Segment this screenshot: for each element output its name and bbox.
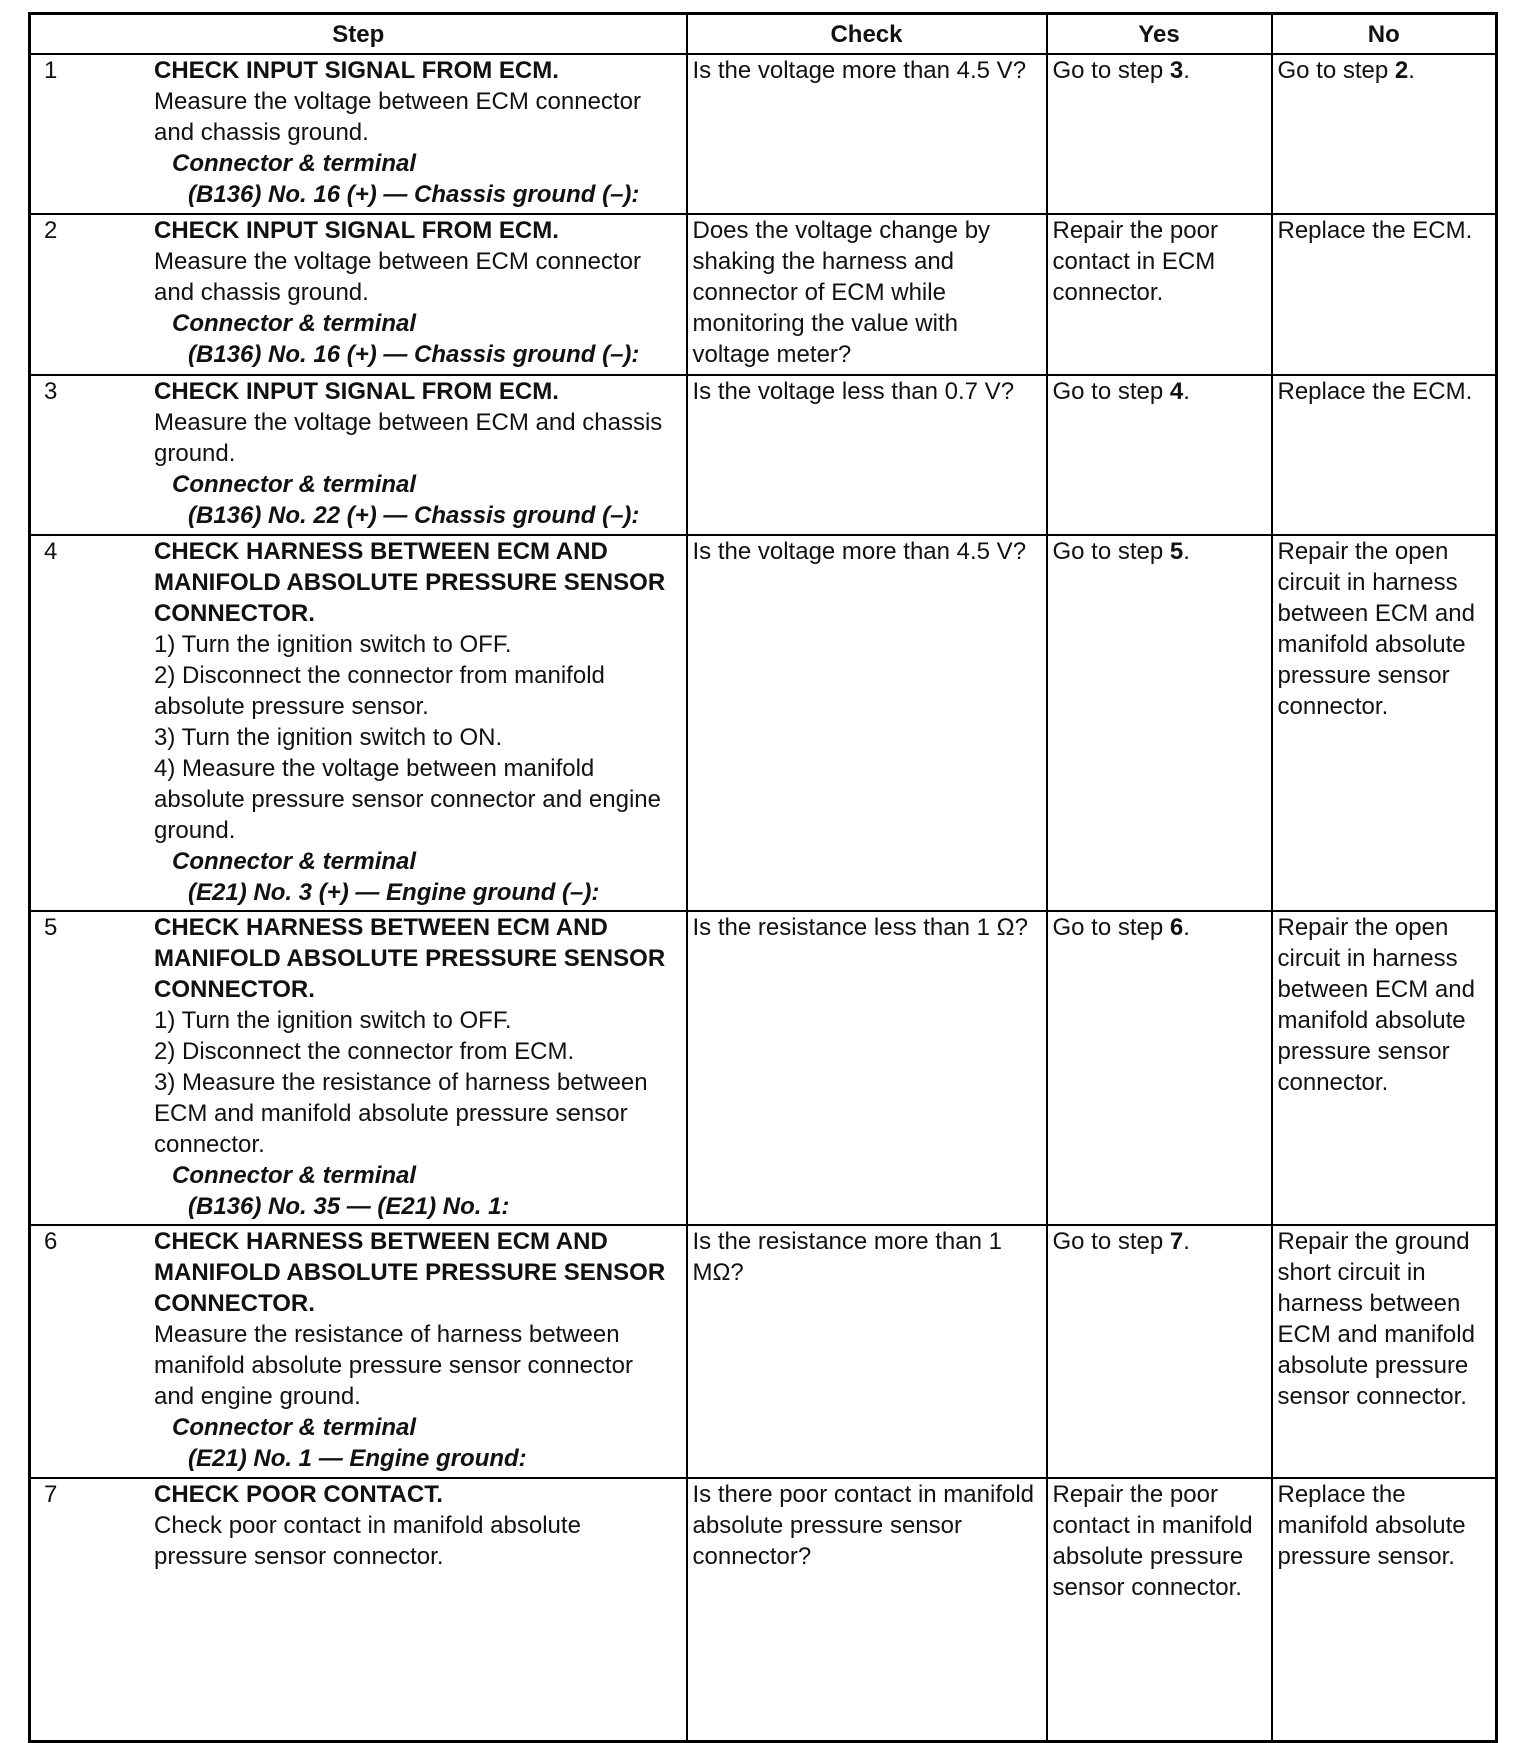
step-title: CHECK HARNESS BETWEEN ECM AND MANIFOLD ABSOLUTE PRESSURE SENSOR CONNECTOR. [154,538,666,627]
yes-text: Go to step [1052,57,1170,84]
yes-cell [1047,375,1272,535]
no-cell [1272,1478,1497,1741]
header-no: No [1272,14,1497,55]
connector-terminal-label: Connector & terminal [172,1162,417,1189]
step-title: CHECK INPUT SIGNAL FROM ECM. [154,57,559,84]
step-number: 6 [44,1228,58,1255]
step-cell [30,911,687,1225]
yes-cell [1047,1478,1272,1741]
yes-text: Repair the poor contact in ECM connector. [1052,217,1218,306]
step-number: 7 [44,1481,58,1508]
check-cell [687,1478,1047,1741]
step-procedure-item: 1) Turn the ignition switch to OFF. [154,631,512,658]
check-cell [687,214,1047,375]
table-row [30,1478,1497,1741]
step-body [154,1226,681,1474]
yes-step-number: 6 [1169,914,1184,941]
table-row [30,1225,1497,1478]
check-question: Is the resistance more than 1 MΩ? [692,1228,1002,1286]
step-cell [30,54,687,214]
table-row [30,535,1497,911]
connector-terminal-label: Connector & terminal [172,1414,417,1441]
diagnostic-table [28,12,1498,1743]
step-procedure-item: 3) Measure the resistance of harness between ECM and manifold absolute pressure sensor connector. [154,1069,648,1158]
check-cell [687,911,1047,1225]
connector-terminal-label: Connector & terminal [172,848,417,875]
no-step-number: 2 [1394,57,1409,84]
step-number: 1 [44,57,58,84]
yes-text: Go to step [1052,1228,1170,1255]
table-row [30,911,1497,1225]
step-procedure-item: 3) Turn the ignition switch to ON. [154,724,503,751]
check-question: Is the voltage more than 4.5 V? [692,538,1027,565]
step-procedure-item: 1) Turn the ignition switch to OFF. [154,1007,512,1034]
step-description: Measure the voltage between ECM connector and chassis ground. [154,248,641,306]
no-text: Replace the ECM. [1277,217,1473,244]
step-body [154,536,681,908]
no-text: Repair the ground short circuit in harness between ECM and manifold absolute pressure sensor connector. [1277,1228,1475,1410]
no-cell [1272,1225,1497,1478]
step-cell [30,1225,687,1478]
yes-step-number: 7 [1169,1228,1184,1255]
check-cell [687,375,1047,535]
check-question: Does the voltage change by shaking the harness and connector of ECM while monitoring the value with voltage meter? [692,217,991,368]
step-cell [30,214,687,375]
step-body [154,55,681,210]
no-cell [1272,535,1497,911]
yes-cell [1047,54,1272,214]
connector-terminal-value: (B136) No. 16 (+) — Chassis ground (–): [188,181,640,208]
yes-text: Go to step [1052,538,1170,565]
table-row [30,54,1497,214]
yes-text: Repair the poor contact in manifold absolute pressure sensor connector. [1052,1481,1253,1601]
yes-step-number: 3 [1169,57,1184,84]
table-header-row [30,14,1497,55]
step-title: CHECK HARNESS BETWEEN ECM AND MANIFOLD ABSOLUTE PRESSURE SENSOR CONNECTOR. [154,914,666,1003]
yes-text-end: . [1183,378,1190,405]
check-question: Is there poor contact in manifold absolute pressure sensor connector? [692,1481,1035,1570]
step-description: Measure the resistance of harness between manifold absolute pressure sensor connector and engine ground. [154,1321,633,1410]
connector-terminal-value: (B136) No. 22 (+) — Chassis ground (–): [188,502,640,529]
step-cell [30,375,687,535]
check-cell [687,54,1047,214]
header-step: Step [30,14,687,55]
step-number: 3 [44,378,58,405]
yes-step-number: 5 [1169,538,1184,565]
check-question: Is the voltage less than 0.7 V? [692,378,1015,405]
step-title: CHECK HARNESS BETWEEN ECM AND MANIFOLD ABSOLUTE PRESSURE SENSOR CONNECTOR. [154,1228,666,1317]
check-cell [687,535,1047,911]
yes-cell [1047,1225,1272,1478]
no-text: Replace the ECM. [1277,378,1473,405]
step-body [154,376,681,531]
no-cell [1272,214,1497,375]
step-title: CHECK POOR CONTACT. [154,1481,443,1508]
no-cell [1272,911,1497,1225]
step-procedure-item: 2) Disconnect the connector from ECM. [154,1038,575,1065]
yes-step-number: 4 [1169,378,1184,405]
yes-cell [1047,214,1272,375]
yes-text-end: . [1183,914,1190,941]
no-cell [1272,54,1497,214]
connector-terminal-label: Connector & terminal [172,471,417,498]
no-text: Go to step [1277,57,1395,84]
check-cell [687,1225,1047,1478]
step-description: Measure the voltage between ECM and chassis ground. [154,409,663,467]
table-row [30,214,1497,375]
connector-terminal-value: (B136) No. 16 (+) — Chassis ground (–): [188,341,640,368]
step-procedure-item: 2) Disconnect the connector from manifold absolute pressure sensor. [154,662,605,720]
connector-terminal-value: (E21) No. 3 (+) — Engine ground (–): [188,879,600,906]
step-title: CHECK INPUT SIGNAL FROM ECM. [154,217,559,244]
table-row [30,375,1497,535]
yes-text-end: . [1183,538,1190,565]
yes-text: Go to step [1052,914,1170,941]
no-text: Replace the manifold absolute pressure sensor. [1277,1481,1466,1570]
step-title: CHECK INPUT SIGNAL FROM ECM. [154,378,559,405]
yes-text-end: . [1183,57,1190,84]
yes-cell [1047,535,1272,911]
no-cell [1272,375,1497,535]
yes-cell [1047,911,1272,1225]
yes-text-end: . [1183,1228,1190,1255]
connector-terminal-value: (B136) No. 35 — (E21) No. 1: [188,1193,510,1220]
connector-terminal-label: Connector & terminal [172,310,417,337]
check-question: Is the resistance less than 1 Ω? [692,914,1028,941]
yes-text: Go to step [1052,378,1170,405]
no-text: Repair the open circuit in harness between ECM and manifold absolute pressure sensor connector. [1277,538,1475,720]
step-number: 2 [44,217,58,244]
header-yes: Yes [1047,14,1272,55]
step-cell [30,1478,687,1741]
step-body [154,215,681,370]
connector-terminal-value: (E21) No. 1 — Engine ground: [188,1445,527,1472]
step-description: Check poor contact in manifold absolute pressure sensor connector. [154,1512,581,1570]
no-text: Repair the open circuit in harness between ECM and manifold absolute pressure sensor connector. [1277,914,1475,1096]
step-procedure-item: 4) Measure the voltage between manifold absolute pressure sensor connector and engine ground. [154,755,661,844]
step-body [154,1479,681,1572]
step-body [154,912,681,1222]
step-description: Measure the voltage between ECM connector and chassis ground. [154,88,641,146]
header-check: Check [687,14,1047,55]
check-question: Is the voltage more than 4.5 V? [692,57,1027,84]
diagnostic-table-sheet [28,12,1495,1743]
step-number: 4 [44,538,58,565]
no-text-end: . [1408,57,1415,84]
step-cell [30,535,687,911]
connector-terminal-label: Connector & terminal [172,150,417,177]
step-number: 5 [44,914,58,941]
